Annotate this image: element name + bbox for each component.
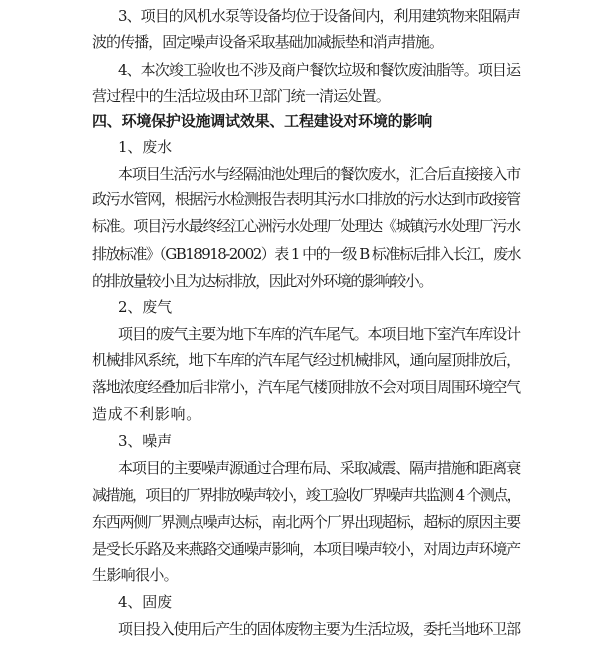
subheading: 3、噪声 <box>118 432 172 450</box>
section-heading: 四、环境保护设施调试效果、工程建设对环境的影响 <box>92 112 432 130</box>
subheading: 2、废气 <box>118 298 172 316</box>
text-line: 3、项目的风机水泵等设备均位于设备间内，利用建筑物来阻隔声 <box>118 7 520 25</box>
subheading: 1、废水 <box>118 138 172 156</box>
subheading: 4、固废 <box>118 593 172 611</box>
text-line: 本项目的主要噪声源通过合理布局、采取减震、隔声措施和距离衰 <box>118 459 521 477</box>
text-line: 是受长乐路及来燕路交通噪声影响，本项目噪声较小，对周边声环境产 <box>92 540 520 558</box>
text-line: 排放标准》（GB18918-2002）表 1 中的一级 B 标准标后排入长江，废水 <box>92 245 521 263</box>
text-line: 东西两侧厂界测点噪声达标，南北两个厂界出现超标，超标的原因主要 <box>92 513 520 531</box>
text-line: 标准。项目污水最终经江心洲污水处理厂处理达《城镇污水处理厂污水 <box>92 217 520 235</box>
text-line: 项目的废气主要为地下车库的汽车尾气。本项目地下室汽车库设计 <box>118 325 521 343</box>
text-line: 营过程中的生活垃圾由环卫部门统一清运处置。 <box>92 87 390 105</box>
text-line: 机械排风系统，地下车库的汽车尾气经过机械排风，通向屋顶排放后， <box>92 351 520 369</box>
text-line: 政污水管网，根据污水检测报告表明其污水口排放的污水达到市政接管 <box>92 190 520 208</box>
text-line: 落地浓度经叠加后非常小，汽车尾气楼顶排放不会对项目周围环境空气 <box>92 378 520 396</box>
text-line: 减措施，项目的厂界排放噪声较小，竣工验收厂界噪声共监测 4 个测点， <box>92 486 520 504</box>
text-line: 的排放量较小且为达标排放，因此对外环境的影响较小。 <box>92 272 432 290</box>
text-line: 4、本次竣工验收也不涉及商户餐饮垃圾和餐饮废油脂等。项目运 <box>118 61 520 79</box>
text-line: 项目投入使用后产生的固体废物主要为生活垃圾，委托当地环卫部 <box>118 620 521 638</box>
text-line: 波的传播，固定噪声设备采取基础加减振垫和消声措施。 <box>92 33 443 51</box>
text-line: 造成不利影响。 <box>92 405 202 423</box>
text-line: 本项目生活污水与经隔油池处理后的餐饮废水，汇合后直接接入市 <box>118 165 521 183</box>
text-line: 生影响很小。 <box>92 566 178 584</box>
